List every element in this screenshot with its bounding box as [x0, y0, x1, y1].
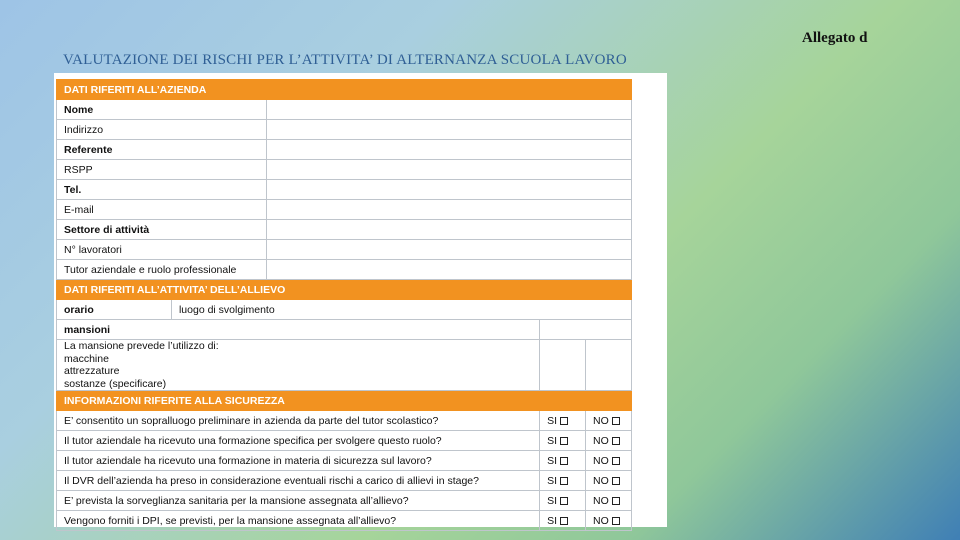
checkbox-icon[interactable] — [612, 517, 620, 525]
answer-no[interactable] — [586, 431, 632, 451]
no-label: NO — [593, 494, 609, 507]
checkbox-icon[interactable] — [560, 417, 568, 425]
section-header-azienda-label: DATI RIFERITI ALL’AZIENDA — [57, 80, 632, 100]
field-label-referente: Referente — [57, 140, 267, 160]
field-label-orario: orario — [57, 300, 172, 320]
table-row — [57, 451, 632, 471]
answer-si[interactable] — [540, 451, 586, 471]
answer-si[interactable] — [540, 471, 586, 491]
si-label: SI — [547, 414, 558, 427]
si-label: SI — [547, 474, 558, 487]
answer-no[interactable] — [586, 411, 632, 431]
field-label-mansioni: mansioni — [57, 320, 540, 340]
checkbox-icon[interactable] — [560, 517, 568, 525]
field-value-mansioni[interactable] — [540, 320, 632, 340]
mansione-line-3: attrezzature — [64, 365, 120, 377]
answer-si[interactable] — [540, 431, 586, 451]
risk-form-table — [56, 79, 632, 531]
checkbox-icon[interactable] — [560, 437, 568, 445]
table-row — [57, 180, 632, 200]
field-value-tutor[interactable] — [266, 260, 631, 280]
field-label-email: E-mail — [57, 200, 267, 220]
answer-no[interactable] — [586, 471, 632, 491]
no-label: NO — [593, 474, 609, 487]
field-label-nome: Nome — [57, 100, 267, 120]
no-label: NO — [593, 454, 609, 467]
table-row — [57, 160, 632, 180]
table-row — [57, 220, 632, 240]
answer-no[interactable] — [586, 511, 632, 531]
checkbox-icon[interactable] — [560, 497, 568, 505]
question-label: E’ consentito un sopralluogo preliminare in azienda da parte del tutor scolastico? — [57, 411, 540, 431]
field-value-referente[interactable] — [266, 140, 631, 160]
no-label: NO — [593, 414, 609, 427]
table-row — [57, 471, 632, 491]
field-value-mansione-b[interactable] — [586, 340, 632, 391]
question-label: Il DVR dell’azienda ha preso in considerazione eventuali rischi a carico di allievi in stage? — [57, 471, 540, 491]
field-value-mansione-a[interactable] — [540, 340, 586, 391]
no-label: NO — [593, 514, 609, 527]
checkbox-icon[interactable] — [612, 497, 620, 505]
field-value-email[interactable] — [266, 200, 631, 220]
field-label-tutor: Tutor aziendale e ruolo professionale — [57, 260, 267, 280]
table-row — [57, 511, 632, 531]
table-row — [57, 411, 632, 431]
field-label-lavoratori: N° lavoratori — [57, 240, 267, 260]
field-value-rspp[interactable] — [266, 160, 631, 180]
answer-no[interactable] — [586, 451, 632, 471]
si-label: SI — [547, 514, 558, 527]
section-header-sicurezza-label: INFORMAZIONI RIFERITE ALLA SICUREZZA — [57, 391, 632, 411]
field-value-nome[interactable] — [266, 100, 631, 120]
field-value-indirizzo[interactable] — [266, 120, 631, 140]
field-value-lavoratori[interactable] — [266, 240, 631, 260]
table-row — [57, 200, 632, 220]
section-header-attivita — [57, 280, 632, 300]
section-header-azienda — [57, 80, 632, 100]
answer-no[interactable] — [586, 491, 632, 511]
mansione-line-1: La mansione prevede l’utilizzo di: — [64, 340, 219, 352]
table-row — [57, 120, 632, 140]
table-row — [57, 140, 632, 160]
table-row — [57, 300, 632, 320]
question-label: Il tutor aziendale ha ricevuto una formazione in materia di sicurezza sul lavoro? — [57, 451, 540, 471]
field-label-mansione-utilizzo — [57, 340, 540, 391]
table-row — [57, 240, 632, 260]
table-row — [57, 320, 632, 340]
si-label: SI — [547, 494, 558, 507]
allegato-label: Allegato d — [802, 30, 868, 46]
field-value-settore[interactable] — [266, 220, 631, 240]
section-header-sicurezza — [57, 391, 632, 411]
si-label: SI — [547, 454, 558, 467]
field-label-luogo[interactable]: luogo di svolgimento — [171, 300, 631, 320]
checkbox-icon[interactable] — [560, 477, 568, 485]
table-row — [57, 340, 632, 391]
checkbox-icon[interactable] — [560, 457, 568, 465]
field-value-tel[interactable] — [266, 180, 631, 200]
question-label: Vengono forniti i DPI, se previsti, per la mansione assegnata all’allievo? — [57, 511, 540, 531]
checkbox-icon[interactable] — [612, 417, 620, 425]
page-title: VALUTAZIONE DEI RISCHI PER L’ATTIVITA’ DI ALTERNANZA SCUOLA LAVORO — [63, 52, 627, 68]
checkbox-icon[interactable] — [612, 477, 620, 485]
question-label: Il tutor aziendale ha ricevuto una formazione specifica per svolgere questo ruolo? — [57, 431, 540, 451]
field-label-indirizzo: Indirizzo — [57, 120, 267, 140]
table-row — [57, 491, 632, 511]
table-row — [57, 260, 632, 280]
answer-si[interactable] — [540, 491, 586, 511]
section-header-attivita-label: DATI RIFERITI ALL’ATTIVITA’ DELL’ALLIEVO — [57, 280, 632, 300]
mansione-line-2: macchine — [64, 352, 109, 365]
field-label-settore: Settore di attività — [57, 220, 267, 240]
checkbox-icon[interactable] — [612, 437, 620, 445]
no-label: NO — [593, 434, 609, 447]
si-label: SI — [547, 434, 558, 447]
form-document — [54, 73, 667, 527]
table-row — [57, 431, 632, 451]
mansione-line-4: sostanze (specificare) — [64, 377, 167, 390]
question-label: E’ prevista la sorveglianza sanitaria per la mansione assegnata all’allievo? — [57, 491, 540, 511]
checkbox-icon[interactable] — [612, 457, 620, 465]
answer-si[interactable] — [540, 411, 586, 431]
field-label-rspp: RSPP — [57, 160, 267, 180]
table-row — [57, 100, 632, 120]
answer-si[interactable] — [540, 511, 586, 531]
field-label-tel: Tel. — [57, 180, 267, 200]
